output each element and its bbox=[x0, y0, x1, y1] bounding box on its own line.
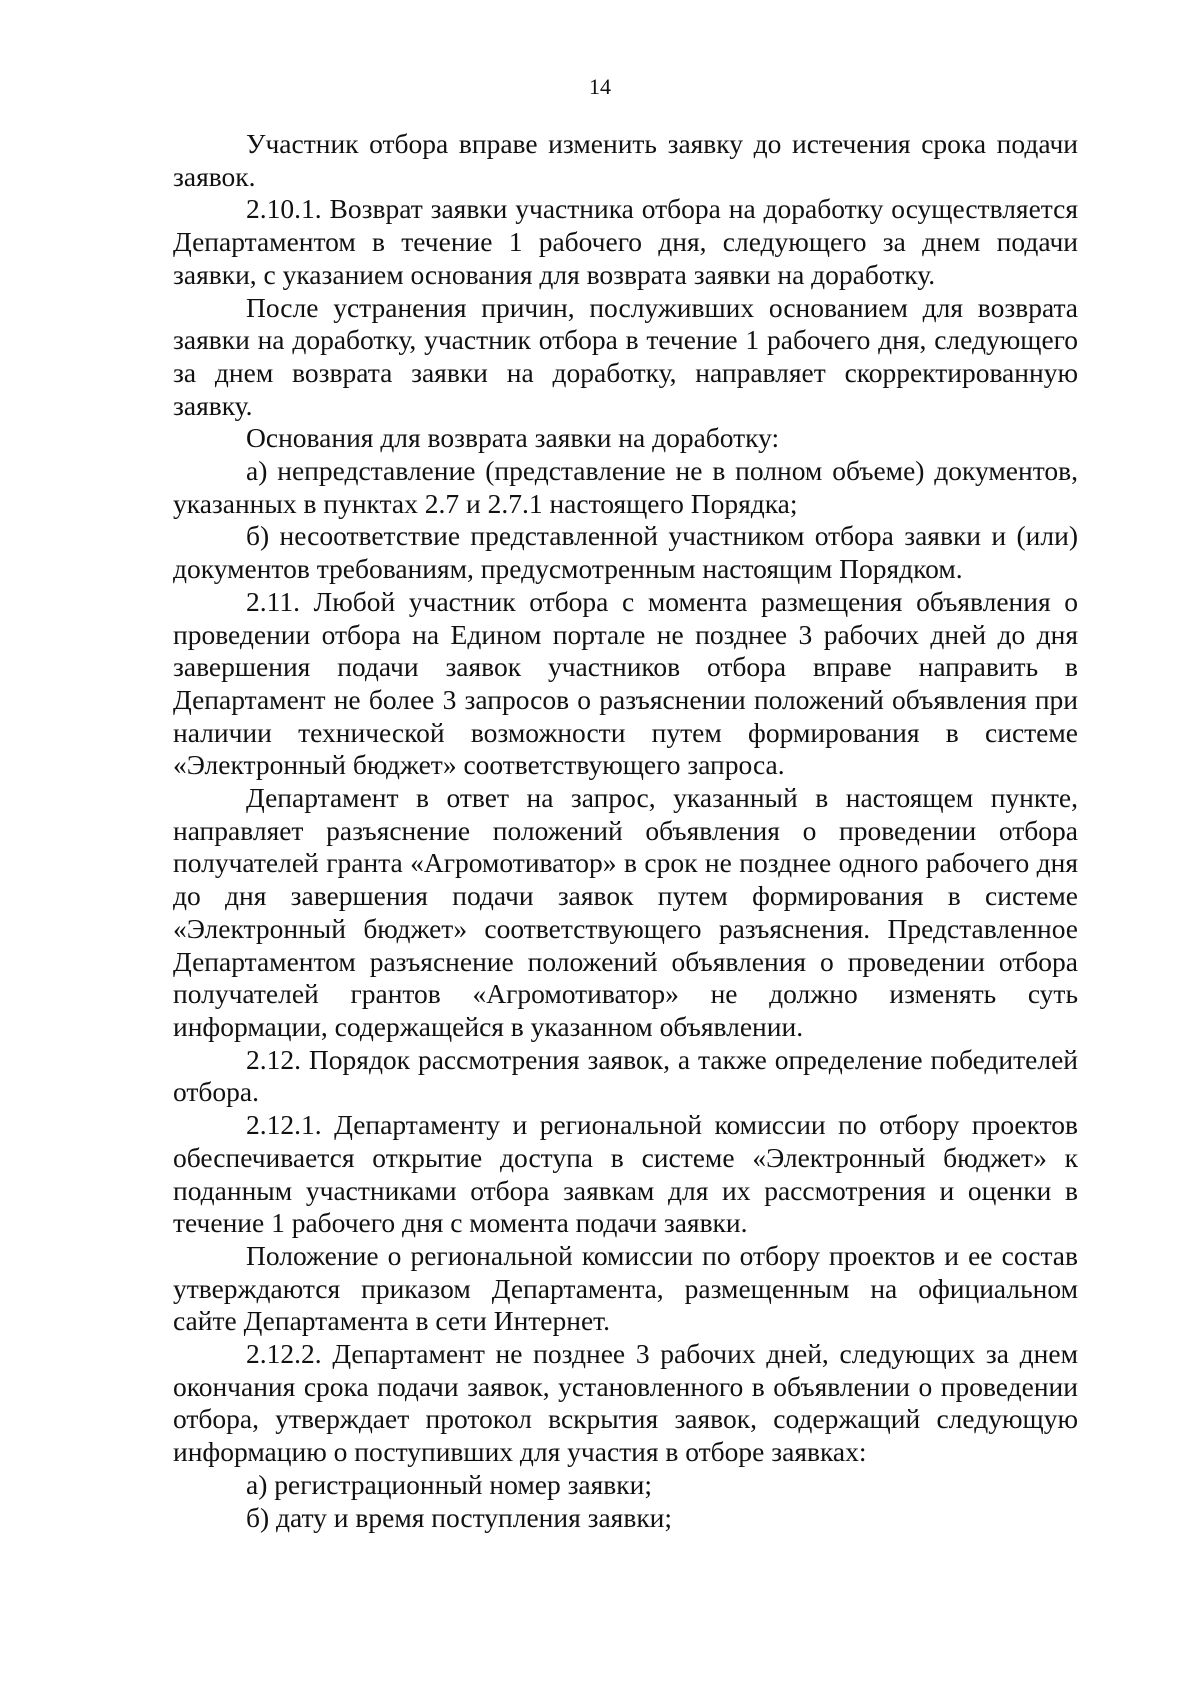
list-item-b-date-time: б) дату и время поступления заявки; bbox=[246, 1501, 673, 1533]
list-item-a-registration-number: а) регистрационный номер заявки; bbox=[246, 1468, 652, 1500]
paragraph-department-response: Департамент в ответ на запрос, указанный в настоящем пункте, направляет разъяснение положений объявления о проведении отбора получателей гранта «Агромотиватор» в срок не позднее одного рабочего дня до дня завершения подачи заявок путем формирования в системе «Электронный бюджет» соответствующего разъяснения. Представленное Департаментом разъяснение положений объявления о проведении отбора получателей грантов «Агромотиватор» не должно изменять суть информации, содержащейся в указанном объявлении. bbox=[173, 782, 1078, 1042]
paragraph-amend-application: Участник отбора вправе изменить заявку до истечения срока подачи заявок. bbox=[173, 128, 1078, 192]
list-item-b-nonconformity: б) несоответствие представленной участником отбора заявки и (или) документов требованиям, предусмотренным настоящим Порядком. bbox=[173, 520, 1078, 585]
paragraph-after-fixing-reasons: После устранения причин, послуживших основанием для возврата заявки на доработку, участник отбора в течение 1 рабочего дня, следующего за днем возврата заявки на доработку, направляет скорректированную заявку. bbox=[173, 291, 1078, 421]
paragraph-commission-regulation: Положение о региональной комиссии по отбору проектов и ее состав утверждаются приказом Департамента, размещенным на официальном сайте Департамента в сети Интернет. bbox=[173, 1239, 1078, 1337]
paragraph-2-12-2: 2.12.2. Департамент не позднее 3 рабочих дней, следующих за днем окончания срока подачи заявок, установленного в объявлении о проведении отбора, утверждает протокол вскрытия заявок, содержащий следующую информацию о поступивших для участия в отборе заявках: bbox=[173, 1338, 1078, 1468]
paragraph-2-11: 2.11. Любой участник отбора с момента размещения объявления о проведении отбора на Едином портале не позднее 3 рабочих дней до дня завершения подачи заявок участников отбора вправе направить в Департамент не более 3 запросов о разъяснении положений объявления при наличии технической возможности путем формирования в системе «Электронный бюджет» соответствующего запроса. bbox=[173, 585, 1078, 781]
document-body bbox=[173, 128, 1078, 1534]
list-item-a-documents: а) непредставление (представление не в полном объеме) документов, указанных в пунктах 2.7 и 2.7.1 настоящего Порядка; bbox=[173, 455, 1078, 519]
page-number: 14 bbox=[589, 74, 611, 99]
paragraph-return-grounds-heading: Основания для возврата заявки на доработку: bbox=[246, 422, 780, 454]
paragraph-2-12: 2.12. Порядок рассмотрения заявок, а также определение победителей отбора. bbox=[173, 1043, 1078, 1108]
paragraph-2-12-1: 2.12.1. Департаменту и региональной комиссии по отбору проектов обеспечивается открытие доступа в системе «Электронный бюджет» к поданным участниками отбора заявкам для их рассмотрения и оценки в течение 1 рабочего дня с момента подачи заявки. bbox=[173, 1109, 1078, 1239]
paragraph-2-10-1: 2.10.1. Возврат заявки участника отбора на доработку осуществляется Департаментом в течение 1 рабочего дня, следующего за днем подачи заявки, с указанием основания для возврата заявки на доработку. bbox=[173, 193, 1078, 290]
